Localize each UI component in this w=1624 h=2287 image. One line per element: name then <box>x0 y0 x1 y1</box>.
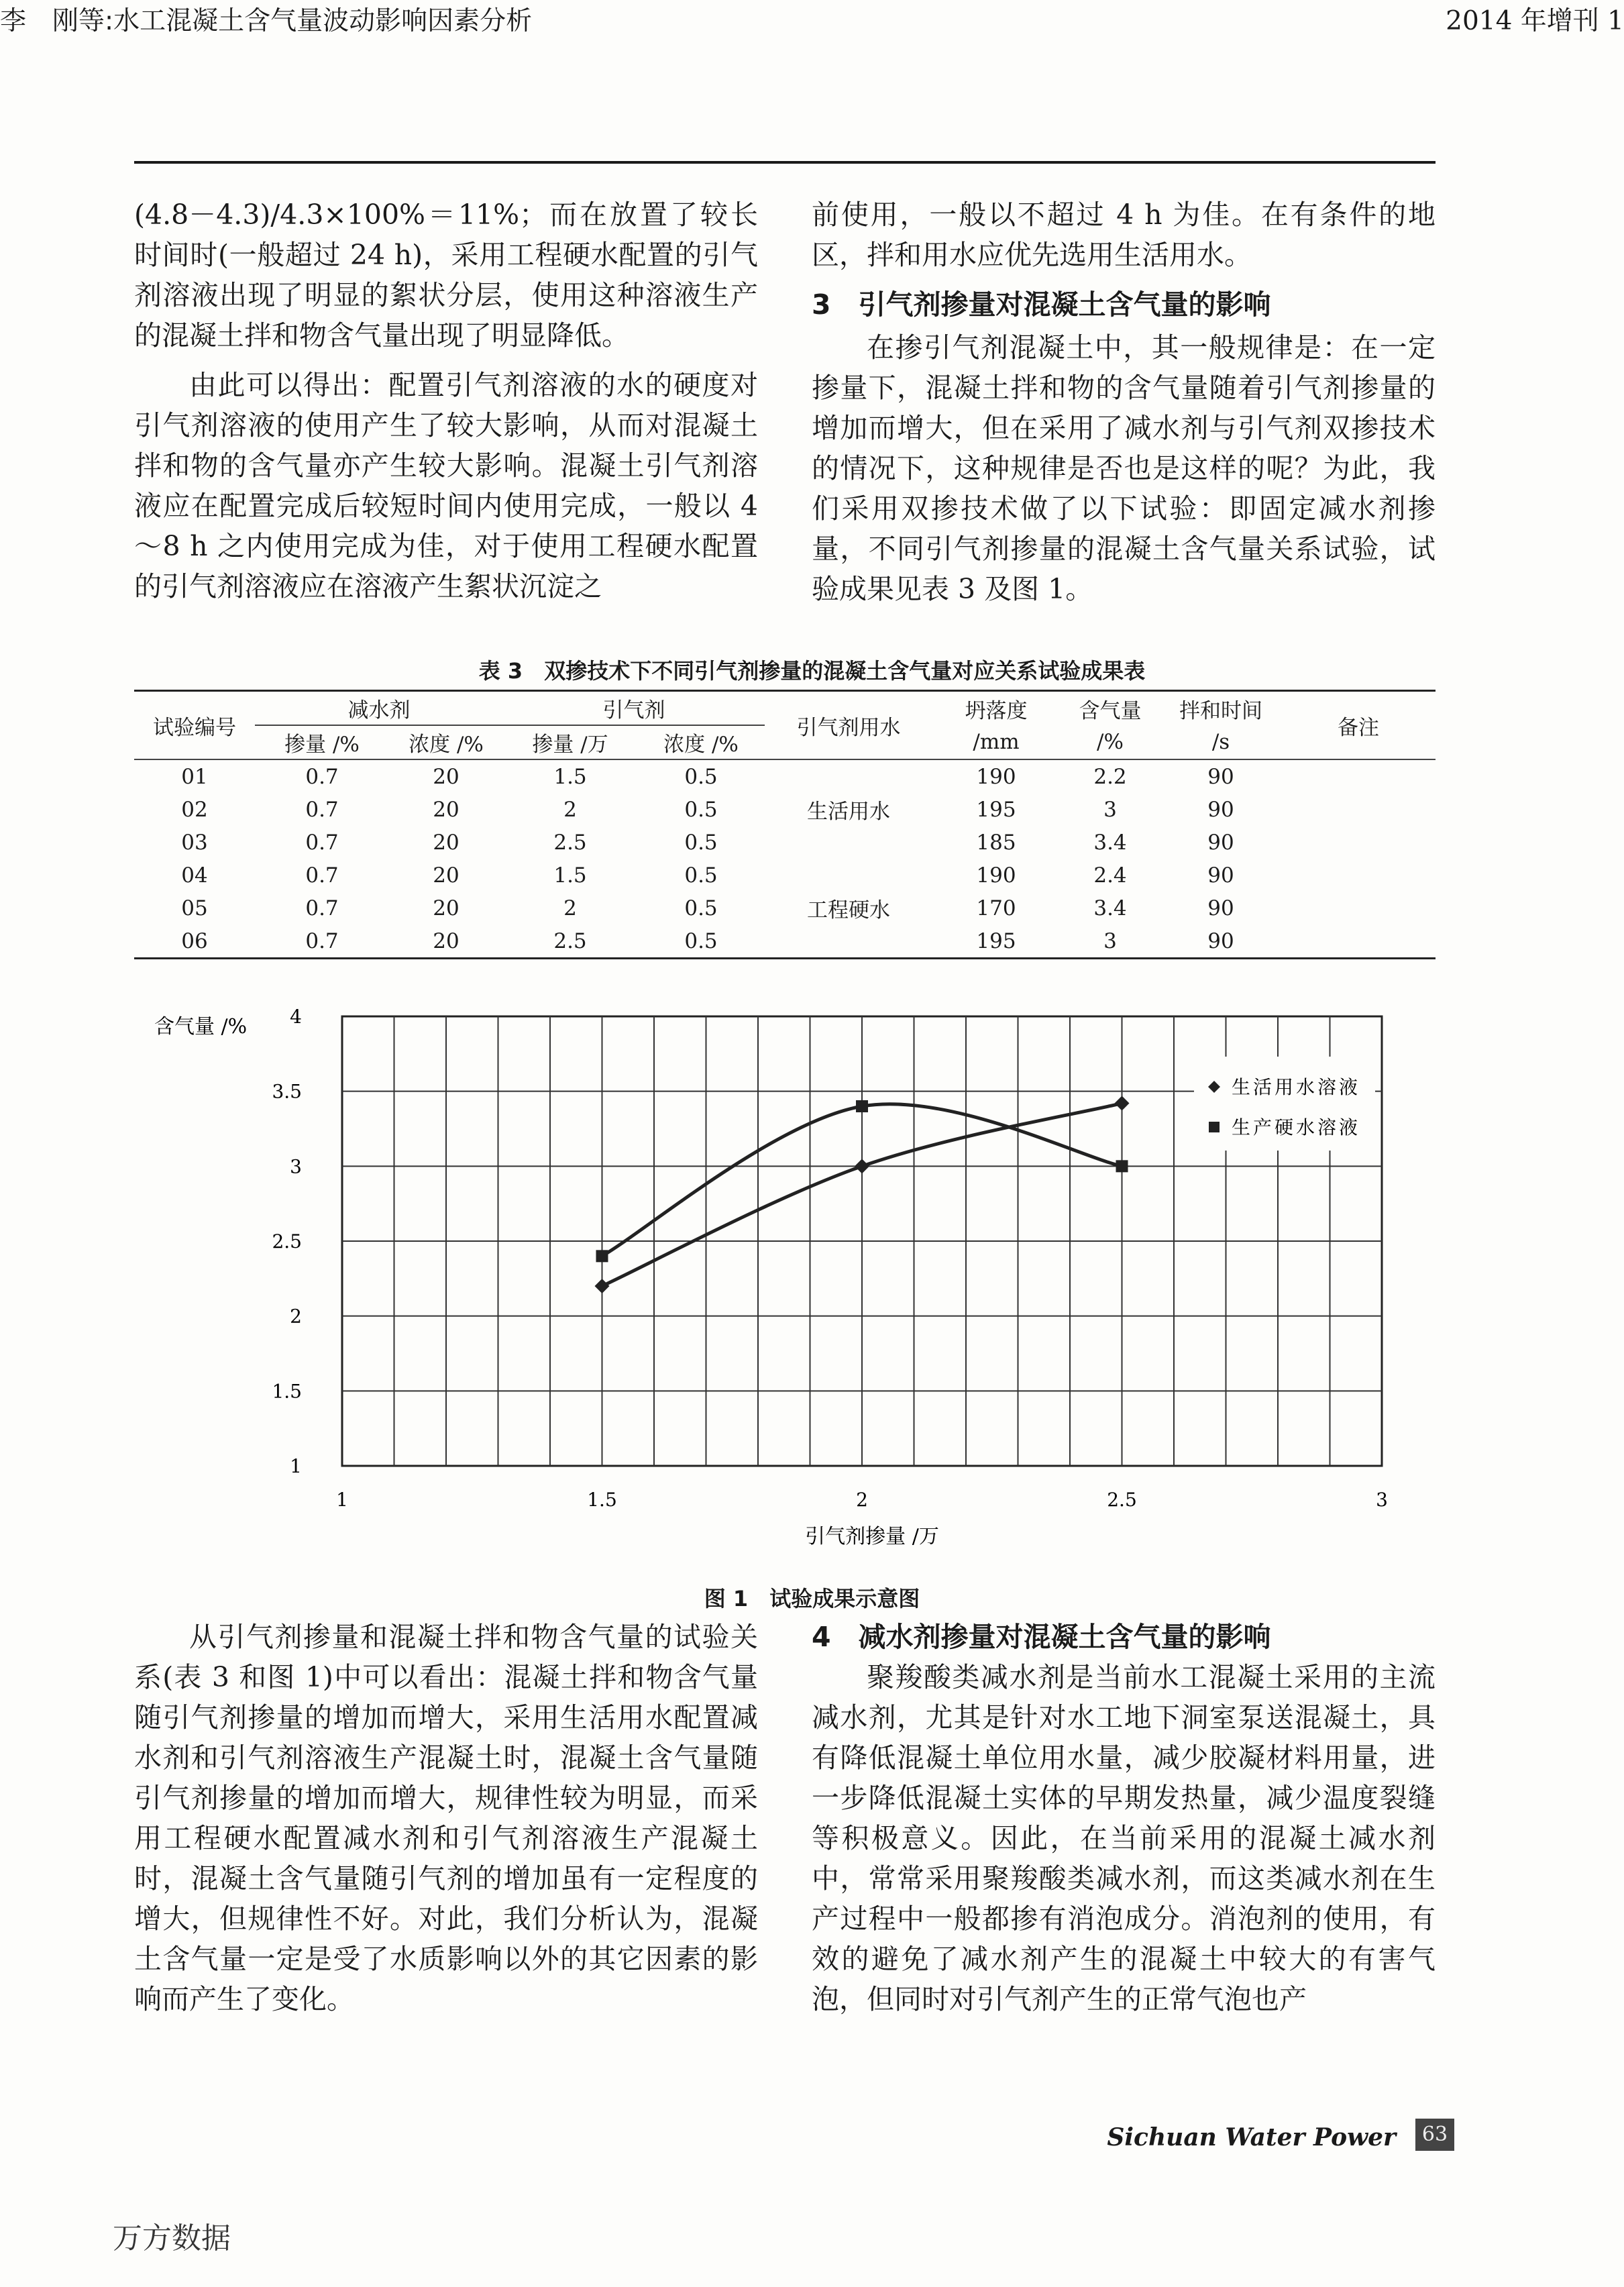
cell: 3 <box>1103 797 1117 822</box>
th-sub: 掺量 /% <box>255 725 389 759</box>
th-water-type: 引气剂用水 <box>765 691 932 760</box>
top-right-column <box>812 195 1436 619</box>
cell: 1.5 <box>553 863 587 888</box>
th-mix: 拌和时间 <box>1160 691 1281 726</box>
section-4-title: 4 减水剂掺量对混凝土含气量的影响 <box>812 1621 1271 1653</box>
cell <box>1281 892 1436 924</box>
air-content-chart <box>134 979 1436 1570</box>
cell: 90 <box>1207 830 1234 855</box>
cell: 90 <box>1207 764 1234 789</box>
cell: 20 <box>389 924 503 959</box>
x-axis-label: 引气剂掺量 /万 <box>805 1525 939 1548</box>
cell: 195 <box>932 924 1060 959</box>
header-issue: 2014 年增刊 1 <box>1446 6 1624 36</box>
th-air-unit: /% <box>1060 725 1160 759</box>
th-sub: 浓度 /% <box>637 725 765 759</box>
cell: 90 <box>1207 896 1234 920</box>
page-number: 63 <box>1415 2119 1454 2151</box>
section-3-title: 3 引气剂掺量对混凝土含气量的影响 <box>812 288 1271 321</box>
cell: 0.7 <box>305 830 339 855</box>
top-left-column <box>134 195 758 616</box>
th-mix-unit: /s <box>1160 725 1281 759</box>
y-tick-label: 4 <box>290 1006 302 1028</box>
cell: 0.5 <box>684 830 718 855</box>
diamond-point <box>855 1159 869 1173</box>
paragraph: 在掺引气剂混凝土中，其一般规律是：在一定掺量下，混凝土拌和物的含气量随着引气剂掺量的增加而增大，但在采用了减水剂与引气剂双掺技术的情况下，这种规律是否也是这样的呢？为此，我们采用双掺技术做了以下试验：即固定减水剂掺量，不同引气剂掺量的混凝土含气量关系试验，试验成果见表 3 及图 1。 <box>812 331 1436 605</box>
water-group-cell: 生活用水 <box>807 800 890 824</box>
cell: 170 <box>976 896 1016 920</box>
y-tick-label: 2.5 <box>272 1230 302 1253</box>
running-header <box>0 0 1624 48</box>
table-caption: 表 3 双掺技术下不同引气剂掺量的混凝土含气量对应关系试验成果表 <box>478 658 1146 684</box>
th-id: 试验编号 <box>134 691 255 760</box>
legend-square-icon <box>1209 1122 1220 1132</box>
y-tick-label: 3.5 <box>272 1080 302 1103</box>
cell <box>1281 759 1436 793</box>
paragraph: 由此可以得出：配置引气剂溶液的水的硬度对引气剂溶液的使用产生了较大影响，从而对混凝土拌和物的含气量亦产生较大影响。混凝土引气剂溶液应在配置完成后较短时间内使用完成，一般以 4～8 h 之内使用完成为佳，对于使用工程硬水配置的引气剂溶液应在溶液产生絮状沉淀之 <box>134 369 758 602</box>
y-tick-label: 1 <box>290 1455 302 1477</box>
cell: 190 <box>976 764 1016 789</box>
legend <box>1194 1057 1375 1151</box>
cell: 0.5 <box>684 797 718 822</box>
header-rule <box>134 161 1436 164</box>
cell: 2 <box>563 896 577 920</box>
y-axis-label: 含气量 /% <box>154 1015 248 1039</box>
cell: 1.5 <box>553 764 587 789</box>
results-table <box>134 690 1436 959</box>
x-tick-label: 2.5 <box>1107 1489 1137 1511</box>
cell: 20 <box>433 797 459 822</box>
bottom-right-column <box>812 1617 1436 2029</box>
cell: 0.5 <box>684 764 718 789</box>
th-sub: 浓度 /% <box>389 725 503 759</box>
cell: 185 <box>976 830 1016 855</box>
square-point <box>1116 1160 1128 1172</box>
figure-caption: 图 1 试验成果示意图 <box>704 1586 920 1611</box>
cell: 90 <box>1207 797 1234 822</box>
cell: 2.2 <box>1093 764 1127 789</box>
cell: 2 <box>563 797 577 822</box>
th-note: 备注 <box>1281 691 1436 760</box>
cell: 195 <box>976 797 1016 822</box>
cell <box>1281 826 1436 859</box>
cell: 0.5 <box>637 924 765 959</box>
header-title: 李 刚等:水工混凝土含气量波动影响因素分析 <box>0 6 533 36</box>
legend-label: 生活用水溶液 <box>1232 1076 1361 1098</box>
cell: 01 <box>181 764 208 789</box>
cell: 0.7 <box>255 924 389 959</box>
cell: 90 <box>1207 863 1234 888</box>
water-group-cell: 工程硬水 <box>765 859 932 959</box>
th-air: 含气量 <box>1060 691 1160 726</box>
th-sub: 掺量 /万 <box>503 725 637 759</box>
diamond-point <box>1115 1096 1130 1111</box>
cell: 06 <box>134 924 255 959</box>
y-tick-label: 1.5 <box>272 1380 302 1403</box>
y-tick-label: 2 <box>290 1305 302 1328</box>
paragraph: 聚羧酸类减水剂是当前水工混凝土采用的主流减水剂，尤其是针对水工地下洞室泵送混凝土，具有降低混凝土单位用水量，减少胶凝材料用量，进一步降低混凝土实体的早期发热量，减少温度裂缝等积极意义。因此，在当前采用的混凝土减水剂中，常常采用聚羧酸类减水剂，而这类减水剂在生产过程中一般都掺有消泡成分。消泡剂的使用，有效的避免了减水剂产生的混凝土中较大的有害气泡，但同时对引气剂产生的正常气泡也产 <box>812 1661 1436 2015</box>
cell: 20 <box>433 896 459 920</box>
cell: 3.4 <box>1093 896 1127 920</box>
cell: 20 <box>433 863 459 888</box>
legend-label: 生产硬水溶液 <box>1232 1116 1361 1138</box>
x-tick-label: 1 <box>336 1489 348 1511</box>
paragraph: (4.8－4.3)/4.3×100%＝11%；而在放置了较长时间时(一般超过 24 h)，采用工程硬水配置的引气剂溶液出现了明显的絮状分层，使用这种溶液生产的混凝土拌和物含气量出现了明显降低。 <box>134 199 758 352</box>
cell <box>1281 793 1436 826</box>
x-tick-label: 3 <box>1376 1489 1388 1511</box>
th-slump-unit: /mm <box>932 725 1060 759</box>
cell: 3 <box>1060 924 1160 959</box>
paragraph: 从引气剂掺量和混凝土拌和物含气量的试验关系(表 3 和图 1)中可以看出：混凝土拌和物含气量随引气剂掺量的增加而增大，采用生活用水配置减水剂和引气剂溶液生产混凝土时，混凝土含气量随引气剂掺量的增加而增大，规律性较为明显，而采用工程硬水配置减水剂和引气剂溶液生产混凝土时，混凝土含气量随引气剂的增加虽有一定程度的增大，但规律性不好。对此，我们分析认为，混凝土含气量一定是受了水质影响以外的其它因素的影响而产生了变化。 <box>134 1621 758 2015</box>
cell: 0.7 <box>305 896 339 920</box>
y-tick-label: 3 <box>290 1155 302 1178</box>
th-air-entrainer: 引气剂 <box>503 691 765 726</box>
cell: 0.5 <box>684 863 718 888</box>
cell: 05 <box>181 896 208 920</box>
bottom-left-column <box>134 1617 758 2029</box>
cell: 0.7 <box>305 863 339 888</box>
table-row <box>134 859 1436 892</box>
cell: 0.5 <box>684 896 718 920</box>
th-slump: 坍落度 <box>932 691 1060 726</box>
cell: 0.7 <box>305 764 339 789</box>
cell: 20 <box>433 764 459 789</box>
cell <box>1281 924 1436 959</box>
cell: 03 <box>181 830 208 855</box>
cell: 2.4 <box>1093 863 1127 888</box>
cell: 0.7 <box>305 797 339 822</box>
cell: 2.5 <box>503 924 637 959</box>
watermark-text: 万方数据 <box>113 2221 231 2255</box>
square-point <box>856 1100 868 1112</box>
cell: 20 <box>433 830 459 855</box>
cell: 3.4 <box>1093 830 1127 855</box>
journal-name: Sichuan Water Power <box>1107 2123 1396 2151</box>
th-water-reducer: 减水剂 <box>255 691 503 726</box>
diamond-point <box>595 1279 610 1293</box>
x-tick-label: 1.5 <box>587 1489 617 1511</box>
square-point <box>596 1250 608 1262</box>
cell: 2.5 <box>553 830 587 855</box>
x-tick-label: 2 <box>856 1489 868 1511</box>
table-row <box>134 759 1436 793</box>
cell: 02 <box>181 797 208 822</box>
paragraph: 前使用，一般以不超过 4 h 为佳。在有条件的地区，拌和用水应优先选用生活用水。 <box>812 199 1436 271</box>
cell <box>1281 859 1436 892</box>
cell: 04 <box>181 863 208 888</box>
cell: 90 <box>1160 924 1281 959</box>
cell: 190 <box>976 863 1016 888</box>
